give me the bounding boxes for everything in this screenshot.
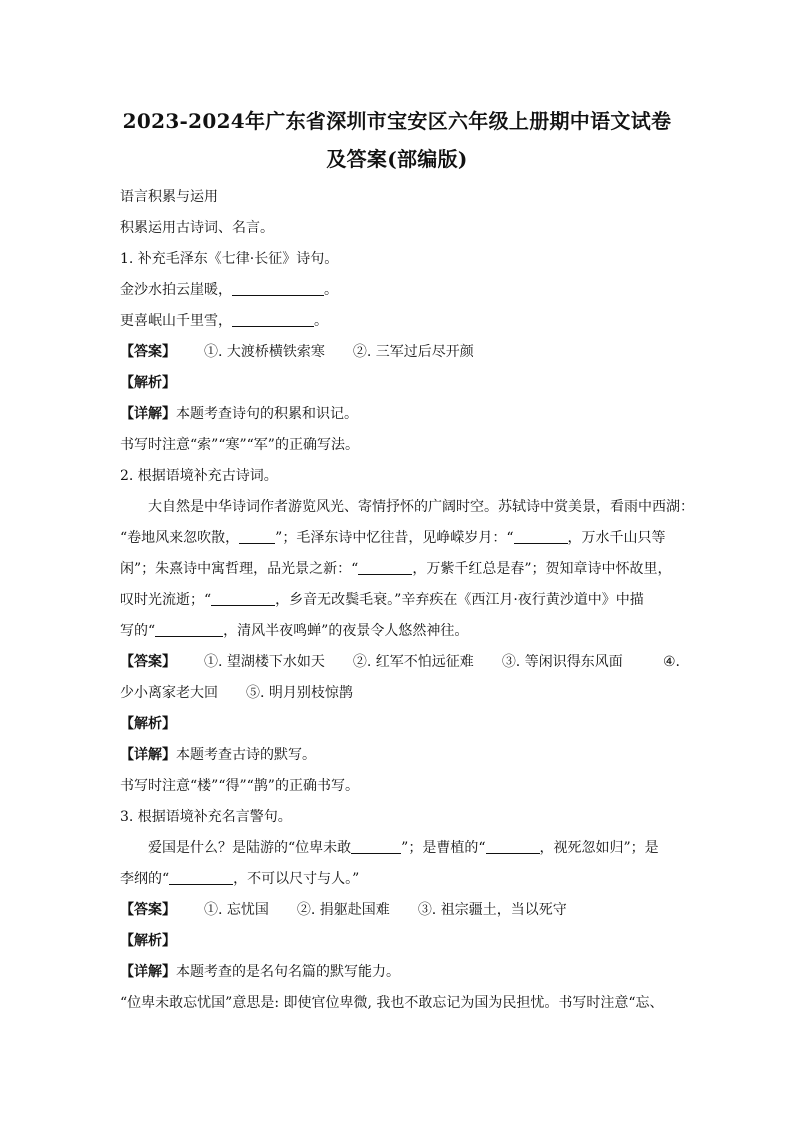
q1-analysis-tag: 【解析】 (120, 375, 176, 391)
answer-tag: 【答案】 (120, 902, 176, 918)
q2-para-line-2 (120, 523, 680, 554)
q3-p1c: ，视死忽如归”；是 (539, 840, 659, 856)
q2-answer-4-marker: ④. (662, 654, 680, 670)
q3-p2a: 李纲的“ (120, 871, 170, 887)
q1-line-b-text: 更喜岷山千里雪， (120, 313, 232, 329)
subsection-heading: 积累运用古诗词、名言。 (120, 220, 274, 236)
title-line-1: 2023-2024年广东省深圳市宝安区六年级上册期中语文试卷 (122, 109, 672, 133)
q2-stem: 2. 根据语境补充古诗词。 (120, 468, 278, 484)
q2-answer-2: ②. 红军不怕远征难 (352, 654, 474, 670)
q2-p3b: ，万紫千红总是春”；贺知章诗中怀故里， (412, 561, 672, 577)
q2-answer-cont (120, 678, 680, 709)
q1-answer-1: ①. 大渡桥横铁索寒 (204, 344, 325, 360)
q3-stem: 3. 根据语境补充名言警句。 (120, 809, 292, 825)
q1-line-b-end: 。 (314, 313, 328, 329)
answer-blank (155, 623, 223, 637)
q2-p2b: ”；毛泽东诗中忆往昔，见峥嵘岁月：“ (275, 530, 514, 546)
q2-note: 书写时注意“楼”“得”“鹊”的正确书写。 (120, 778, 359, 794)
q2-answer-1: ①. 望湖楼下水如天 (204, 654, 325, 670)
q2-para-line-4 (120, 585, 680, 616)
q1-line-a-text: 金沙水拍云崖暖， (120, 282, 232, 298)
detail-tag: 【详解】 (120, 964, 176, 980)
q2-p2a: “卷地风来忽吹散， (120, 530, 240, 546)
q3-p2b: ，不可以尺寸与人。” (233, 871, 360, 887)
answer-tag: 【答案】 (120, 654, 176, 670)
detail-tag: 【详解】 (120, 406, 176, 422)
q2-para-line-1: 大自然是中华诗词作者游览风光、寄情抒怀的广阔时空。苏轼诗中赏美景，看雨中西湖： (148, 499, 694, 515)
q3-analysis-tag: 【解析】 (120, 933, 176, 949)
document-title (110, 102, 684, 178)
answer-tag: 【答案】 (120, 344, 176, 360)
q3-note: “位卑未敢忘忧国”意思是: 即使官位卑微, 我也不敢忘记为国为民担忧。书写时注意“忘、 (120, 995, 664, 1011)
title-line-2: 及答案(部编版) (326, 147, 468, 171)
q2-para-line-3 (120, 554, 680, 585)
document-body (120, 182, 694, 1019)
q2-p5b: ，清风半夜鸣蝉”的夜景令人悠然神往。 (223, 623, 469, 639)
answer-blank (351, 840, 401, 854)
q1-line-a (120, 275, 680, 306)
q1-answer (120, 337, 680, 368)
q3-answer (120, 895, 680, 926)
q2-answer-4: 少小离家老大回 (120, 685, 218, 701)
answer-blank (358, 561, 412, 575)
q2-detail-text: 本题考查古诗的默写。 (176, 747, 316, 763)
q1-line-a-end: 。 (324, 282, 338, 298)
q2-para-line-5 (120, 616, 680, 647)
q2-p4a: 叹时光流逝；“ (120, 592, 212, 608)
answer-blank (239, 530, 275, 544)
q2-answer-5: ⑤. 明月别枝惊鹊 (246, 685, 353, 701)
q2-p3a: 闲”；朱熹诗中寓哲理，品光景之新：“ (120, 561, 359, 577)
answer-blank (232, 313, 314, 327)
q3-p1a: 爱国是什么？是陆游的“位卑未敢 (148, 840, 352, 856)
answer-blank (211, 592, 275, 606)
q3-detail (120, 957, 680, 988)
section-heading: 语言积累与运用 (120, 189, 218, 205)
detail-tag: 【详解】 (120, 747, 176, 763)
q1-line-b (120, 306, 680, 337)
q3-para-line-2 (120, 864, 680, 895)
answer-blank (514, 530, 568, 544)
q2-p4b: ，乡音无改鬓毛衰。”辛弃疾在《西江月·夜行黄沙道中》中描 (275, 592, 644, 608)
answer-blank (232, 282, 324, 296)
q3-answer-3: ③. 祖宗疆土，当以死守 (417, 902, 567, 918)
q3-p1b: ”；是曹植的“ (401, 840, 486, 856)
q1-detail-text: 本题考查诗句的积累和识记。 (176, 406, 358, 422)
answer-blank (169, 871, 233, 885)
answer-blank (486, 840, 540, 854)
q3-para-line-1 (120, 833, 680, 864)
q2-analysis-tag: 【解析】 (120, 716, 176, 732)
q2-answer (120, 647, 680, 678)
q3-answer-1: ①. 忘忧国 (204, 902, 269, 918)
q3-detail-text: 本题考查的是名句名篇的默写能力。 (176, 964, 400, 980)
q2-detail (120, 740, 680, 771)
q2-p5a: 写的“ (120, 623, 156, 639)
q3-answer-2: ②. 捐躯赴国难 (296, 902, 390, 918)
q2-answer-3: ③. 等闲识得东风面 (501, 654, 623, 670)
q1-note: 书写时注意“索”“寒”“军”的正确写法。 (120, 437, 359, 453)
q1-stem: 1. 补充毛泽东《七律·长征》诗句。 (120, 251, 339, 267)
q1-detail (120, 399, 680, 430)
q2-p2c: ，万水千山只等 (567, 530, 666, 546)
q1-answer-2: ②. 三军过后尽开颜 (352, 344, 474, 360)
